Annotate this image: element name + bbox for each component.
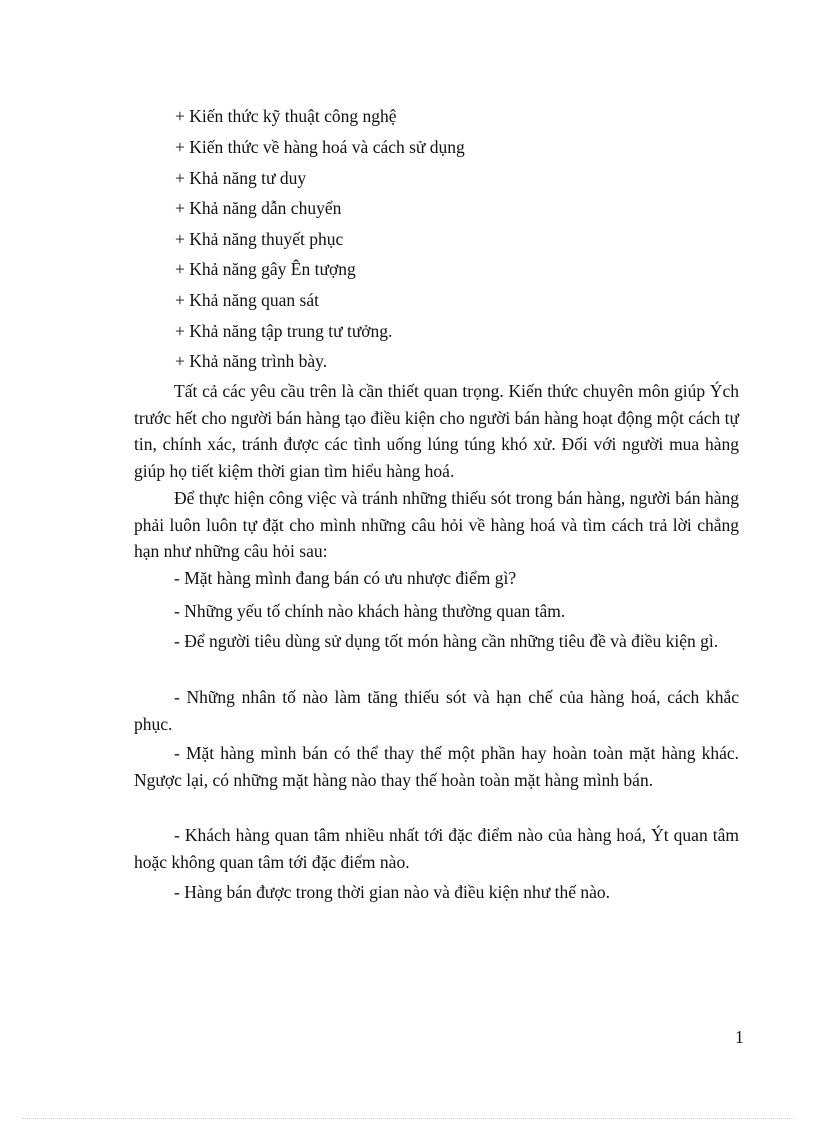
- body-paragraph: Để thực hiện công việc và tránh những thiếu sót trong bán hàng, người bán hàng phải luôn luôn tự đặt cho mình những câu hỏi về hàng hoá và tìm cách trả lời chẳng hạn như những câu hỏi sau:: [134, 488, 739, 561]
- bullet-item: + Kiến thức về hàng hoá và cách sử dụng: [175, 137, 465, 157]
- bullet-item: + Khả năng dẫn chuyển: [175, 198, 342, 218]
- question-item: - Hàng bán được trong thời gian nào và điều kiện như thế nào.: [174, 882, 610, 902]
- question-item: - Khách hàng quan tâm nhiều nhất tới đặc điểm nào của hàng hoá, Ýt quan tâm hoặc không quan tâm tới đặc điểm nào.: [134, 825, 739, 872]
- bullet-item: + Khả năng tư duy: [175, 168, 307, 188]
- question-item: - Mặt hàng mình bán có thể thay thế một phần hay hoàn toàn mặt hàng khác. Ngược lại, có những mặt hàng nào thay thế hoàn toàn mặt hàng mình bán.: [134, 743, 739, 790]
- page-bottom-border: [22, 1118, 794, 1119]
- question-item: - Những nhân tố nào làm tăng thiếu sót và hạn chế của hàng hoá, cách khắc phục.: [134, 687, 739, 734]
- question-item: - Để người tiêu dùng sử dụng tốt món hàng cần những tiêu đề và điều kiện gì.: [174, 631, 719, 651]
- question-item: - Những yếu tố chính nào khách hàng thường quan tâm.: [174, 601, 566, 621]
- bullet-item: + Khả năng gây Ên tượng: [175, 259, 356, 279]
- bullet-item: + Kiến thức kỹ thuật công nghệ: [175, 106, 397, 126]
- bullet-item: + Khả năng tập trung tư tưởng.: [175, 321, 393, 341]
- bullet-item: + Khả năng trình bày.: [175, 351, 328, 371]
- bullet-item: + Khả năng quan sát: [175, 290, 319, 310]
- body-paragraph: Tất cả các yêu cầu trên là cần thiết quan trọng. Kiến thức chuyên môn giúp Ých trước hết cho người bán hàng tạo điều kiện cho người bán hàng hoạt động một cách tự tin, chính xác, tránh được các tình uống lúng túng khó xử. Đối với người mua hàng giúp họ tiết kiệm thời gian tìm hiểu hàng hoá.: [134, 381, 739, 481]
- page-number: 1: [735, 1027, 744, 1047]
- bullet-item: + Khả năng thuyết phục: [175, 229, 344, 249]
- question-item: - Mặt hàng mình đang bán có ưu nhược điểm gì?: [174, 568, 517, 588]
